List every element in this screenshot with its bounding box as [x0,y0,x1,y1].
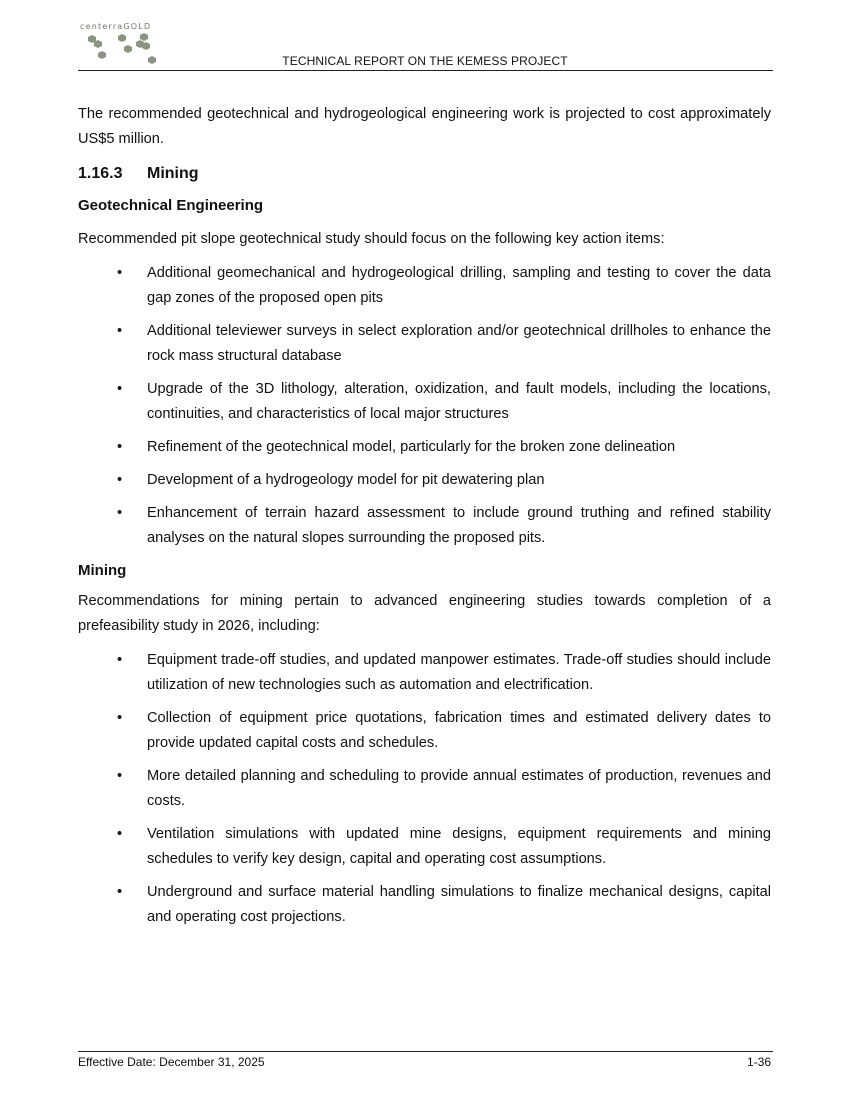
list-item [78,377,771,427]
bullet-icon: • [117,265,123,281]
list-item [78,706,771,756]
bullet-icon: • [117,323,123,339]
list-item-text: Additional televiewer surveys in select exploration and/or geotechnical drillholes to enhance the rock mass structural database [147,323,771,364]
bullet-icon: • [117,505,123,521]
list-item-text: Refinement of the geotechnical model, particularly for the broken zone delineation [147,439,676,455]
list-item [78,319,771,369]
bullet-icon: • [117,768,123,784]
page-number: 1-36 [746,1055,771,1069]
list-item [78,468,771,493]
list-item-text: Underground and surface material handling simulations to finalize mechanical designs, capital and operating cost projections. [147,884,771,925]
geotechnical-heading: Geotechnical Engineering [78,197,264,214]
mining-lead: Recommendations for mining pertain to advanced engineering studies towards completion of a prefeasibility study in 2026, including: [78,593,771,634]
list-item [78,648,771,698]
mining-heading: Mining [78,562,127,579]
list-item [78,501,771,551]
report-header-title: TECHNICAL REPORT ON THE KEMESS PROJECT [282,54,568,68]
bullet-icon: • [117,472,123,488]
footer-divider [78,1051,773,1052]
list-item-text: Equipment trade-off studies, and updated manpower estimates. Trade-off studies should include utilization of new technologies such as automation and electrification. [147,652,771,693]
header-divider [78,70,773,71]
list-item-text: More detailed planning and scheduling to provide annual estimates of production, revenues and costs. [147,768,771,809]
effective-date: Effective Date: December 31, 2025 [78,1055,265,1069]
section-heading [78,162,771,186]
list-item [78,764,771,814]
document-body [78,102,771,938]
bullet-icon: • [117,652,123,668]
intro-paragraph: The recommended geotechnical and hydrogeological engineering work is projected to cost approximately US$5 million. [78,106,771,147]
section-number: 1.16.3 [78,165,123,182]
bullet-icon: • [117,381,123,397]
list-item-text: Additional geomechanical and hydrogeological drilling, sampling and testing to cover the data gap zones of the proposed open pits [147,265,771,306]
list-item-text: Enhancement of terrain hazard assessment to include ground truthing and refined stability analyses on the natural slopes surrounding the proposed pits. [147,505,771,546]
list-item [78,822,771,872]
bullet-icon: • [117,884,123,900]
bullet-icon: • [117,439,123,455]
list-item-text: Upgrade of the 3D lithology, alteration, oxidization, and fault models, including the locations, continuities, and characteristics of local major structures [147,381,771,422]
mining-list [78,648,771,930]
list-item [78,261,771,311]
bullet-icon: • [117,710,123,726]
list-item-text: Development of a hydrogeology model for pit dewatering plan [147,472,545,488]
geotechnical-lead: Recommended pit slope geotechnical study should focus on the following key action items: [78,231,665,247]
list-item-text: Ventilation simulations with updated mine designs, equipment requirements and mining schedules to verify key design, capital and operating cost assumptions. [147,826,771,867]
list-item [78,880,771,930]
bullet-icon: • [117,826,123,842]
section-title: Mining [147,165,199,182]
list-item-text: Collection of equipment price quotations, fabrication times and estimated delivery dates to provide updated capital costs and schedules. [147,710,771,751]
logo-wordmark: centerraGOLD [80,22,152,31]
list-item [78,435,771,460]
geotechnical-list [78,261,771,551]
